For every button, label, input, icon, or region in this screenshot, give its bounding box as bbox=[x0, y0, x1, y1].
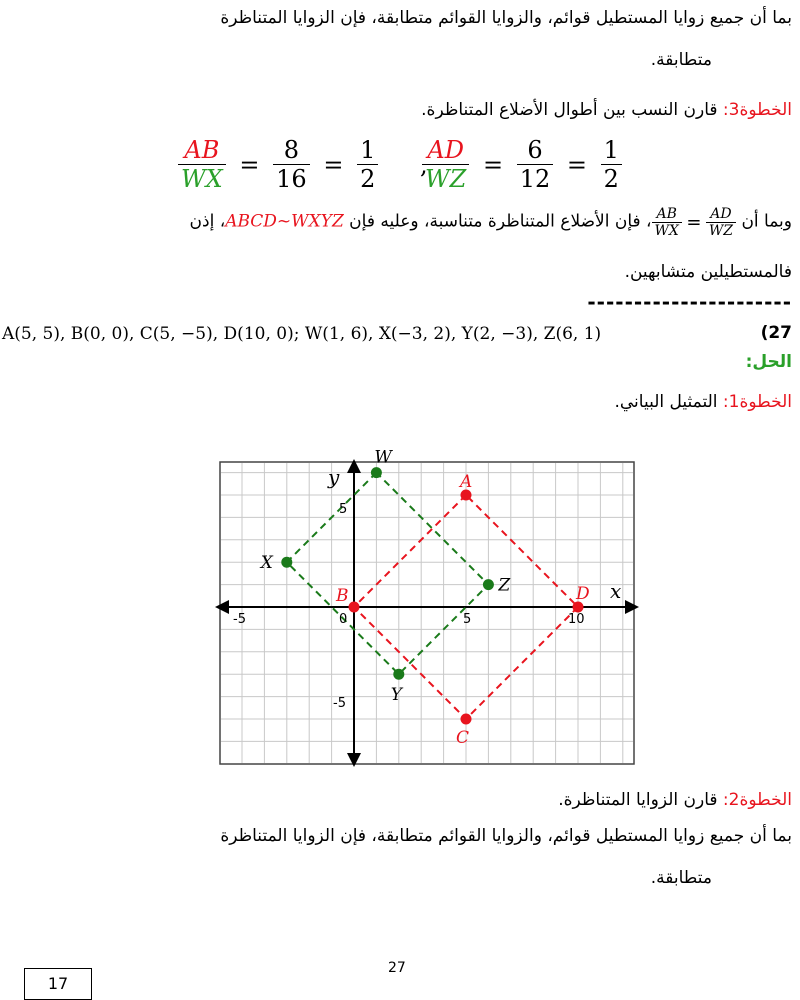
solution-label: الحل: bbox=[745, 352, 792, 372]
step2-label: الخطوة2: bbox=[722, 790, 792, 810]
step1-label: الخطوة1: bbox=[722, 392, 792, 412]
y-axis-label: y bbox=[328, 465, 340, 489]
point-W bbox=[371, 467, 382, 478]
step3-heading bbox=[421, 100, 792, 120]
ratio-ab-wx: $\frac{AB}{WX}$ = $\frac{8}{16}$ = $\frac{1}{2}$ , bbox=[178, 136, 434, 193]
frac-8: 8 bbox=[273, 136, 310, 165]
problem-number: (27 bbox=[760, 323, 792, 343]
tick-x-5: 5 bbox=[463, 612, 472, 627]
problem-points: A(5, 5), B(0, 0), C(5, −5), D(10, 0); W(1, 6), X(−3, 2), Y(2, −3), Z(6, 1) bbox=[2, 324, 602, 344]
label-D: D bbox=[576, 584, 590, 604]
x-axis-label: x bbox=[610, 579, 622, 603]
frac-wx: WX bbox=[181, 165, 223, 193]
label-W: W bbox=[374, 447, 392, 468]
point-Z bbox=[483, 579, 494, 590]
step3-text: قارن النسب بين أطوال الأضلاع المتناظرة. bbox=[421, 100, 718, 120]
label-Z: Z bbox=[498, 575, 511, 596]
page-box: 17 bbox=[24, 968, 92, 1000]
coordinate-graph bbox=[220, 447, 634, 764]
tick-x-0: 0 bbox=[339, 612, 348, 627]
frac-16: 16 bbox=[276, 165, 307, 193]
label-A: A bbox=[460, 472, 473, 492]
ratio-ad-wz: $\frac{AD}{WZ}$ = $\frac{6}{12}$ = $\frac{1}{2}$ bbox=[422, 136, 622, 193]
step3-label: الخطوة3: bbox=[722, 100, 792, 120]
separator: ---------------------- bbox=[587, 290, 792, 314]
step2-text: قارن الزوايا المتناظرة. bbox=[558, 790, 718, 810]
similarity-statement: ABCD~WXYZ bbox=[225, 211, 344, 232]
step1-heading bbox=[614, 392, 792, 412]
point-Y bbox=[393, 669, 404, 680]
label-B: B bbox=[336, 586, 349, 606]
para1-line1: بما أن جميع زوايا المستطيل قوائم، والزوايا القوائم متطابقة، فإن الزوايا المتناظرة bbox=[220, 8, 792, 28]
frac-12: 12 bbox=[519, 165, 551, 193]
page-number: 27 bbox=[388, 960, 406, 976]
frac-ad: AD bbox=[422, 136, 469, 165]
para2-line1: بما أن جميع زوايا المستطيل قوائم، والزوايا القوائم متطابقة، فإن الزوايا المتناظرة bbox=[220, 826, 792, 846]
label-Y: Y bbox=[390, 685, 403, 706]
step1-text: التمثيل البياني. bbox=[614, 392, 718, 412]
para1-line2: متطابقة. bbox=[650, 50, 712, 70]
conclusion-line2: فالمستطيلين متشابهين. bbox=[624, 262, 792, 282]
label-X: X bbox=[260, 553, 273, 574]
step2-heading bbox=[558, 790, 792, 810]
label-C: C bbox=[456, 728, 470, 748]
para2-line2: متطابقة. bbox=[650, 868, 712, 888]
tick-y-5: 5 bbox=[339, 502, 348, 517]
frac-wz: WZ bbox=[425, 165, 467, 193]
tick-x-10: 10 bbox=[568, 612, 585, 627]
point-X bbox=[281, 557, 292, 568]
conclusion-line1: وبما أن $\frac{AB}{WX}$ = $\frac{AD}{WZ}$ ، فإن الأضلاع المتناظرة متناسبة، وعليه فإن ABCD~WXYZ، إذن bbox=[189, 206, 792, 239]
point-C bbox=[461, 714, 472, 725]
point-B bbox=[349, 602, 360, 613]
tick-x-neg5: -5 bbox=[233, 612, 246, 627]
frac-6: 6 bbox=[517, 136, 554, 165]
frac-ab: AB bbox=[178, 136, 226, 165]
tick-y-neg5: -5 bbox=[333, 696, 346, 711]
